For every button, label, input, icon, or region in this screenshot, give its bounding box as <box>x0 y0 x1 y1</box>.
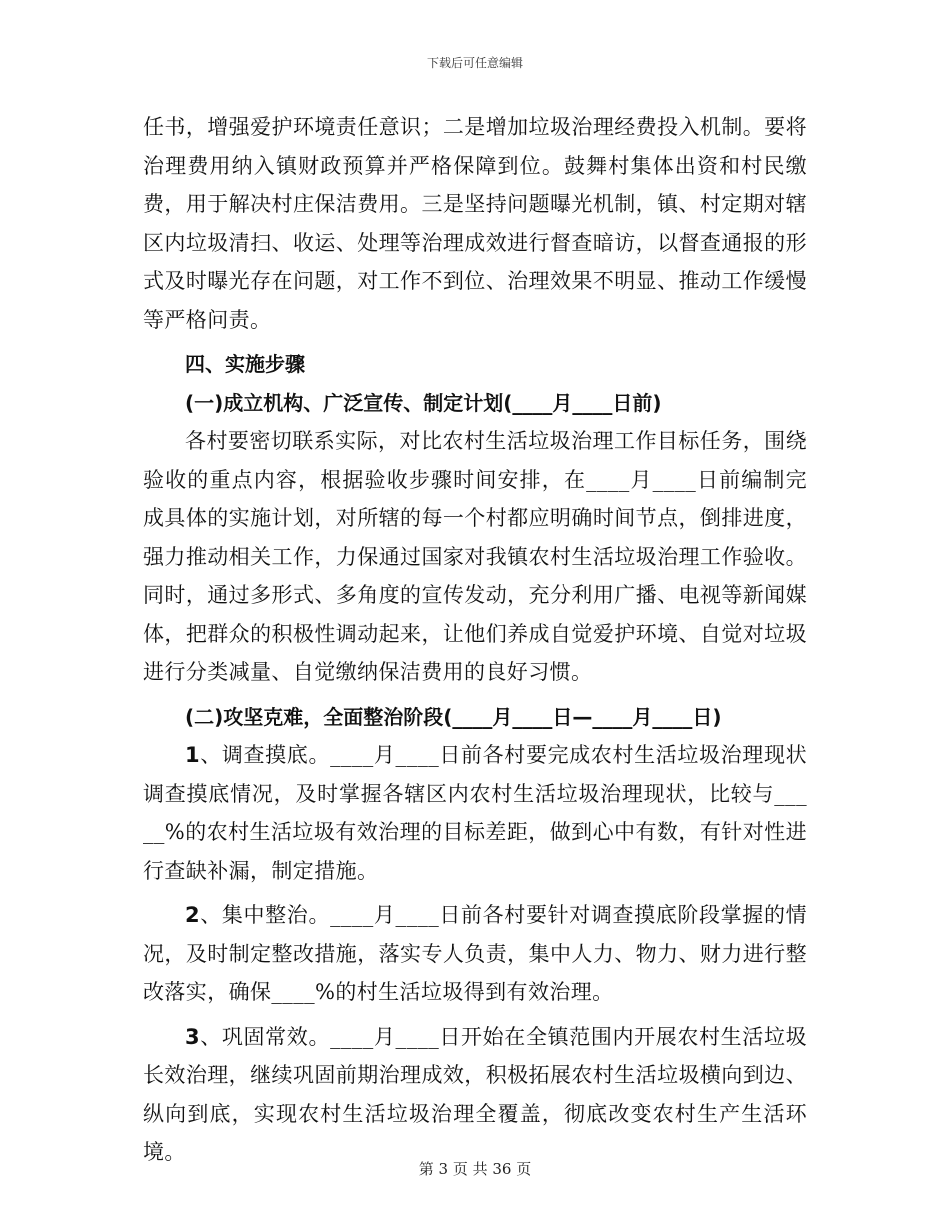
paragraph-item-2 <box>143 896 807 1012</box>
item-text-2: 、集中整治。____月____日前各村要针对调查摸底阶段掌握的情况，及时制定整改措施，落实专人负责，集中人力、物力、财力进行整改落实，确保____%的村生活垃圾得到有效治理。 <box>143 903 807 1004</box>
paragraph-item-1 <box>143 736 807 890</box>
paragraph-intro: 任书，增强爱护环境责任意识；二是增加垃圾治理经费投入机制。要将治理费用纳入镇财政预算并严格保障到位。鼓舞村集体出资和村民缴费，用于解决村庄保洁费用。三是坚持问题曝光机制，镇、村定期对辖区内垃圾清扫、收运、处理等治理成效进行督查暗访，以督查通报的形式及时曝光存在问题，对工作不到位、治理效果不明显、推动工作缓慢等严格问责。 <box>143 115 807 332</box>
item-text-3: 、巩固常效。____月____日开始在全镇范围内开展农村生活垃圾长效治理，继续巩固前期治理成效，积极拓展农村生活垃圾横向到边、纵向到底，实现农村生活垃圾治理全覆盖，彻底改变农村生产生活环境。 <box>143 1024 807 1164</box>
paragraph-subsection-1: 各村要密切联系实际，对比农村生活垃圾治理工作目标任务，围绕验收的重点内容，根据验收步骤时间安排，在____月____日前编制完成具体的实施计划，对所辖的每一个村都应明确时间节点，倒排进度，强力推动相关工作，力保通过国家对我镇农村生活垃圾治理工作验收。同时，通过多形式、多角度的宣传发动，充分利用广播、电视等新闻媒体，把群众的积极性调动起来，让他们养成自觉爱护环境、自觉对垃圾进行分类减量、自觉缴纳保洁费用的良好习惯。 <box>143 429 807 684</box>
item-text-1: 、调查摸底。____月____日前各村要完成农村生活垃圾治理现状调查摸底情况，及时掌握各辖区内农村生活垃圾治理现状，比较与_____%的农村生活垃圾有效治理的目标差距，做到心中有数，有针对性进行查缺补漏，制定措施。 <box>143 743 807 883</box>
page-number: 第 3 页 共 36 页 <box>418 1160 532 1178</box>
document-body <box>143 108 807 1172</box>
section-title: 四、实施步骤 <box>185 352 305 376</box>
subsection-title-2: (二)攻坚克难，全面整治阶段(____月____日—____月____日) <box>185 704 722 729</box>
paragraph-item-3 <box>143 1018 807 1172</box>
item-number-1: 1 <box>185 743 201 767</box>
item-number-3: 3 <box>185 1024 201 1049</box>
header-note: 下载后可任意编辑 <box>426 56 523 70</box>
item-number-2: 2 <box>185 903 201 927</box>
subsection-title-1: (一)成立机构、广泛宣传、制定计划(____月____日前) <box>185 390 662 415</box>
